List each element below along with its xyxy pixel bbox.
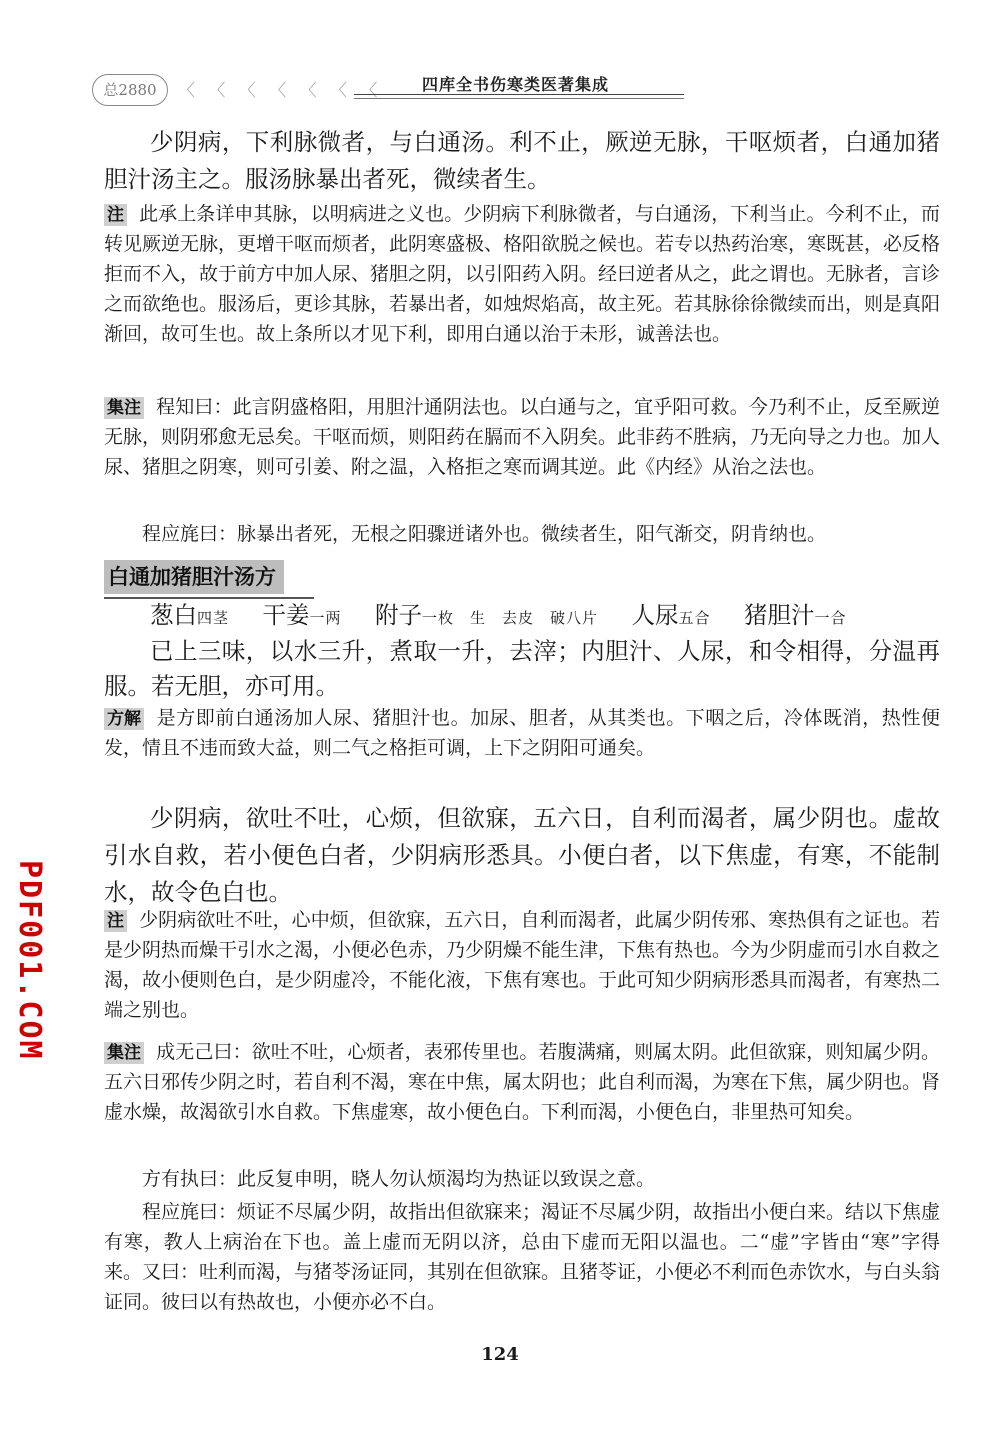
fang-commentary: 方有执曰：此反复申明，晓人勿认烦渴均为热证以致误之意。 (142, 1168, 656, 1190)
note-text-2: 少阴病欲吐不吐，心中烦，但欲寐，五六日，自利而渴者，此属少阴传邪、寒热俱有之证也。若是少阴热而燥干引水之渴，小便必色赤，乃少阴燥不能生津，下焦有热也。今为少阴虚而引水自救之渴，故小便则色白，是少阴虚冷，不能化液，下焦有寒也。于此可知少阴病形悉具而渴者，有寒热二端之别也。 (104, 909, 941, 1021)
note-label-2: 注 (104, 910, 127, 932)
clause-text: 少阴病，下利脉微者，与白通汤。利不止，厥逆无脉，干呕烦者，白通加猪胆汁汤主之。服汤脉暴出者死，微续者生。 (104, 128, 940, 193)
herb-item: 干姜一两 (262, 601, 342, 629)
collected-commentary-2 (104, 1037, 940, 1127)
decorative-marks: 〈 〈 〈 〈 〈 〈 〈 (178, 81, 382, 101)
volume-mark: 总2880 (92, 74, 168, 106)
cheng-commentary: 程应旄曰：脉暴出者死，无根之阳骤迸诸外也。微续者生，阳气渐交，阴肯纳也。 (142, 523, 827, 545)
formula-method: 已上三味，以水三升，煮取一升，去滓；内胆汁、人尿，和令相得，分温再服。若无胆，亦可用。 (104, 637, 940, 700)
collected-label-2: 集注 (104, 1042, 144, 1064)
header-rule-lower (354, 98, 684, 99)
book-title: 四库全书伤寒类医著集成 (422, 75, 610, 94)
explain-label: 方解 (104, 708, 144, 730)
herb-item: 人尿五合 (631, 601, 711, 629)
collected-commentary (104, 392, 940, 482)
formula-title: 白通加猪胆汁汤方 (104, 560, 284, 594)
explain-text: 是方即前白通汤加人尿、猪胆汁也。加尿、胆者，从其类也。下咽之后，冷体既消，热性便发，情且不违而致大益，则二气之格拒可调，上下之阴阳可通矣。 (104, 707, 940, 759)
note-label: 注 (104, 204, 127, 226)
herb-list (150, 598, 873, 635)
formula-explanation (104, 703, 940, 763)
clause-text-2: 少阴病，欲吐不吐，心烦，但欲寐，五六日，自利而渴者，属少阴也。虚故引水自救，若小便色白者，少阴病形悉具。小便白者，以下焦虚，有寒，不能制水，故令色白也。 (104, 804, 940, 906)
note-text: 此承上条详申其脉，以明病进之义也。少阴病下利脉微者，与白通汤，下利当止。今利不止，而转见厥逆无脉，更增干呕而烦者，此阴寒盛极、格阳欲脱之候也。若专以热药治寒，寒既甚，必反格拒而不入，故于前方中加人尿、猪胆之阴，以引阳药入阴。经曰逆者从之，此之谓也。无脉者，言诊之而欲绝也。服汤后，更诊其脉，若暴出者，如烛烬焰高，故主死。若其脉徐徐微续而出，则是真阳渐回，故可生也。故上条所以才见下利，即用白通以治于未形，诚善法也。 (104, 203, 941, 345)
collected-text-2: 成无己曰：欲吐不吐，心烦者，表邪传里也。若腹满痛，则属太阴。此但欲寐，则知属少阴。五六日邪传少阴之时，若自利不渴，寒在中焦，属太阴也；此自利而渴，为寒在下焦，属少阴也。肾虚水燥，故渴欲引水自救。下焦虚寒，故小便色白。下利而渴，小便色白，非里热可知矣。 (104, 1041, 941, 1123)
commentary-note-2 (104, 905, 940, 1025)
cheng-commentary-2: 程应旄曰：烦证不尽属少阴，故指出但欲寐来；渴证不尽属少阴，故指出小便白来。结以下焦虚有寒，教人上病治在下也。盖上虚而无阴以济，总由下虚而无阳以温也。二“虚”字皆由“寒”字得来。又曰：吐利而渴，与猪苓汤证同，其别在但欲寐。且猪苓证，小便必不利而色赤饮水，与白头翁证同。彼曰以有热故也，小便亦必不白。 (104, 1201, 941, 1313)
collected-text: 程知曰：此言阴盛格阳，用胆汁通阴法也。以白通与之，宜乎阳可救。今乃利不止，反至厥逆无脉，则阴邪愈无忌矣。干呕而烦，则阳药在膈而不入阴矣。此非药不胜病，乃无向导之力也。加人尿、猪胆之阴寒，则可引姜、附之温，入格拒之寒而调其逆。此《内经》从治之法也。 (104, 396, 941, 478)
running-header (92, 70, 692, 110)
herb-item: 猪胆汁一合 (744, 601, 847, 629)
page-number: 124 (481, 1344, 519, 1365)
collected-label: 集注 (104, 397, 144, 419)
site-watermark: PDF001.COM (12, 860, 47, 1061)
herb-item: 附子一枚 生 去皮 破八片 (375, 601, 599, 629)
herb-item: 葱白四茎 (150, 601, 230, 629)
commentary-note (104, 199, 940, 349)
